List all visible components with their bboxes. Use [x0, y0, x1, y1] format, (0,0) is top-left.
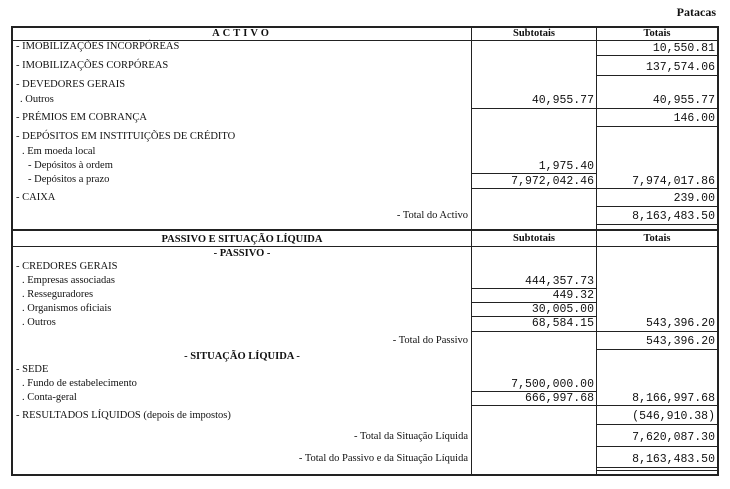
row-label: - Depósitos a prazo	[28, 174, 110, 185]
row-subtotal: 7,972,042.46	[511, 175, 594, 188]
activo-header: ACTIVO	[212, 28, 272, 39]
row-label: . Outros	[20, 94, 54, 105]
row-label: . Em moeda local	[22, 146, 96, 157]
row-label: - IMOBILIZAÇÕES CORPÓREAS	[16, 60, 169, 71]
section-divider	[13, 229, 717, 231]
row-subtotal: 1,975.40	[538, 160, 594, 173]
row-total: 239.00	[673, 192, 715, 205]
underline	[597, 55, 717, 56]
underline	[472, 331, 717, 332]
underline	[472, 108, 717, 109]
row-label: - RESULTADOS LÍQUIDOS (depois de impostos)	[16, 410, 231, 421]
underline	[597, 126, 717, 127]
underline	[472, 173, 596, 174]
row-subtotal: 40,955.77	[531, 94, 594, 107]
grand-total-value: 8,163,483.50	[632, 453, 715, 466]
underline	[597, 349, 717, 350]
underline	[472, 405, 717, 406]
activo-total-header: Totais	[643, 28, 671, 39]
activo-subtotal-header: Subtotais	[512, 28, 555, 39]
row-subtotal: 666,997.68	[524, 392, 594, 405]
row-label: . Conta-geral	[22, 392, 77, 403]
row-label: - SEDE	[16, 364, 49, 375]
total-situacao-value: 7,620,087.30	[632, 431, 715, 444]
row-label: . Resseguradores	[22, 289, 94, 300]
passivo-total-header: Totais	[643, 233, 671, 244]
row-label: - DEPÓSITOS EM INSTITUIÇÕES DE CRÉDITO	[16, 131, 236, 142]
currency-label: Patacas	[676, 5, 716, 19]
total-activo-value: 8,163,483.50	[632, 210, 715, 223]
row-total: 40,955.77	[652, 94, 715, 107]
row-label: - Depósitos à ordem	[28, 160, 113, 171]
total-passivo-value: 543,396.20	[645, 335, 715, 348]
passivo-subheader: - PASSIVO -	[213, 248, 271, 259]
row-label: . Outros	[22, 317, 56, 328]
row-total: 7,974,017.86	[632, 175, 715, 188]
row-total: 137,574.06	[645, 61, 715, 74]
row-total: 8,166,997.68	[632, 392, 715, 405]
underline	[597, 446, 717, 447]
row-label: . Fundo de estabelecimento	[22, 378, 137, 389]
underline	[597, 424, 717, 425]
underline	[472, 188, 717, 189]
row-label: - CAIXA	[16, 192, 56, 203]
underline	[597, 75, 717, 76]
total-label: - Total da Situação Líquida	[354, 431, 468, 442]
row-label: - CREDORES GERAIS	[16, 261, 118, 272]
situacao-subheader: - SITUAÇÃO LÍQUIDA -	[184, 351, 300, 362]
passivo-header: PASSIVO E SITUAÇÃO LÍQUIDA	[161, 234, 323, 245]
double-underline	[597, 467, 717, 468]
row-total: 146.00	[673, 112, 715, 125]
row-subtotal: 30,005.00	[531, 303, 594, 316]
row-subtotal: 7,500,000.00	[511, 378, 594, 391]
row-total: 10,550.81	[652, 42, 715, 55]
passivo-subtotal-header: Subtotais	[512, 233, 555, 244]
row-label: . Empresas associadas	[22, 275, 116, 286]
row-total: 543,396.20	[645, 317, 715, 330]
double-underline	[597, 470, 717, 471]
double-underline	[597, 224, 717, 225]
row-subtotal: 68,584.15	[531, 317, 594, 330]
row-label: - DEVEDORES GERAIS	[16, 79, 126, 90]
row-total: (546,910.38)	[632, 410, 715, 423]
total-label: - Total do Activo	[396, 210, 468, 221]
header-rule	[13, 246, 717, 247]
row-label: . Organismos oficiais	[22, 303, 112, 314]
row-label: - PRÉMIOS EM COBRANÇA	[16, 112, 147, 123]
row-subtotal: 444,357.73	[524, 275, 594, 288]
row-subtotal: 449.32	[552, 289, 594, 302]
row-label: - IMOBILIZAÇÕES INCORPÓREAS	[16, 41, 180, 52]
underline	[597, 206, 717, 207]
total-label: - Total do Passivo e da Situação Líquida	[298, 453, 468, 464]
total-label: - Total do Passivo	[392, 335, 468, 346]
